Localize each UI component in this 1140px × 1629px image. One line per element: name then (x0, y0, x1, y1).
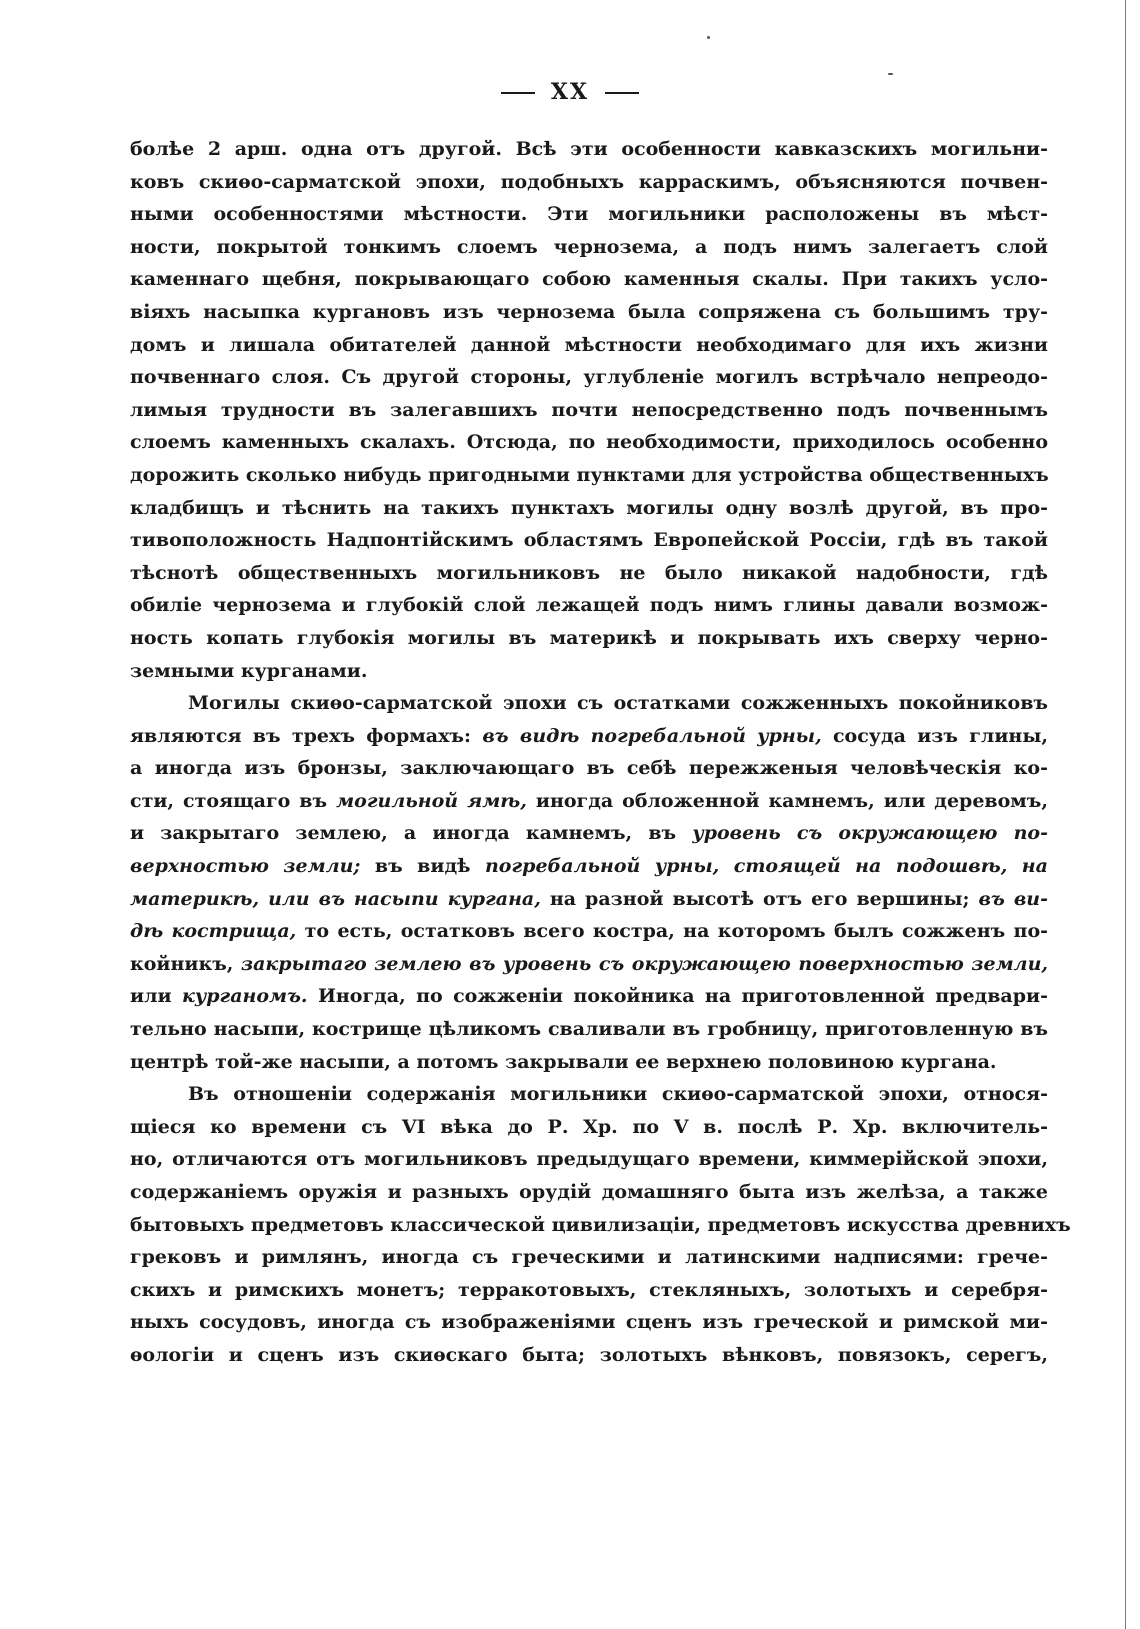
paragraph (130, 687, 1048, 1078)
text-line (130, 394, 1048, 427)
text-segment: иногда обложенной камнемъ, или деревомъ, (526, 789, 1048, 812)
text-segment: ѳологіи и сценъ изъ скиѳскаго быта; золотыхъ вѣнковъ, повязокъ, серегъ, (130, 1343, 1048, 1366)
text-segment: на разной высотѣ отъ его вершины; (540, 887, 979, 910)
text-segment: щіеся ко времени съ VI вѣка до Р. Хр. по V в. послѣ Р. Хр. включитель- (130, 1115, 1048, 1138)
text-segment: тѣснотѣ общественныхъ могильниковъ не было никакой надобности, гдѣ (130, 561, 1048, 584)
text-line (130, 850, 1048, 883)
text-line (130, 655, 1048, 688)
text-segment: скихъ и римскихъ монетъ; терракотовыхъ, стекляныхъ, золотыхъ и серебря- (130, 1278, 1048, 1301)
italic-text: погребальной урны, стоящей на подошвѣ, на (484, 855, 1048, 878)
text-line (130, 524, 1048, 557)
text-line (130, 1274, 1048, 1307)
text-segment: болѣе 2 арш. одна отъ другой. Всѣ эти особенности кавказскихъ могильни- (130, 138, 1048, 160)
text-line (130, 1339, 1048, 1372)
text-line (130, 687, 1048, 720)
text-line (130, 426, 1048, 459)
text-segment: и закрытаго землею, а иногда камнемъ, въ (130, 822, 693, 845)
italic-text: курганомъ. (182, 985, 308, 1008)
text-segment: но, отличаются отъ могильниковъ предыдущаго времени, киммерійской эпохи, (130, 1148, 1048, 1171)
text-segment: ности, покрытой тонкимъ слоемъ чернозема, а подъ нимъ залегаетъ слой (130, 235, 1048, 258)
page-header (0, 79, 1140, 105)
text-segment: бытовыхъ предметовъ классической цивилизаціи, предметовъ искусства древнихъ (130, 1213, 1071, 1236)
text-line (130, 948, 1048, 981)
text-segment: каменнаго щебня, покрывающаго собою каменныя скалы. При такихъ усло- (130, 268, 1048, 291)
text-segment: грековъ и римлянъ, иногда съ греческими и латинскими надписями: грече- (130, 1246, 1048, 1269)
text-segment: въ видѣ (360, 855, 485, 878)
text-segment: Могилы скиѳо-сарматской эпохи съ остатками сожженныхъ покойниковъ (188, 692, 1048, 715)
text-line (130, 1046, 1048, 1079)
text-segment: Иногда, по сожженіи покойника на приготовленной предвари- (307, 985, 1048, 1008)
text-line (130, 1111, 1048, 1144)
text-segment: віяхъ насыпка кургановъ изъ чернозема была сопряжена съ большимъ тру- (130, 300, 1048, 323)
header-dash-right (605, 92, 639, 94)
print-speck (707, 36, 710, 39)
text-line (130, 589, 1048, 622)
text-segment: то есть, остатковъ всего костра, на которомъ былъ сожженъ по- (296, 920, 1048, 943)
text-segment: обиліе чернозема и глубокій слой лежащей подъ нимъ глины давали возмож- (130, 594, 1048, 617)
text-line (130, 980, 1048, 1013)
text-segment: домъ и лишала обитателей данной мѣстности необходимаго для ихъ жизни (130, 333, 1048, 356)
italic-text: верхностью земли; (130, 855, 361, 878)
print-speck (888, 73, 893, 75)
text-line (130, 361, 1048, 394)
text-line (130, 785, 1048, 818)
text-segment: тивоположность Надпонтійскимъ областямъ Европейской Россіи, гдѣ въ такой (130, 529, 1048, 552)
text-segment: почвеннаго слоя. Съ другой стороны, углубленіе могилъ встрѣчало непреодо- (130, 366, 1048, 389)
text-segment: сти, стоящаго въ (130, 789, 337, 812)
header-dash-left (501, 92, 535, 94)
text-line (130, 263, 1048, 296)
text-segment: слоемъ каменныхъ скалахъ. Отсюда, по необходимости, приходилось особенно (130, 431, 1048, 454)
paragraph (130, 133, 1048, 687)
text-line (130, 1143, 1048, 1176)
text-line (130, 752, 1048, 785)
text-segment: или (130, 985, 182, 1008)
text-segment: центрѣ той-же насыпи, а потомъ закрывали ее верхнею половиною кургана. (130, 1050, 997, 1073)
text-segment: земными курганами. (130, 659, 368, 682)
text-segment: кладбищъ и тѣснить на такихъ пунктахъ могилы одну возлѣ другой, въ про- (130, 496, 1048, 519)
text-segment: сосуда изъ глины, (821, 724, 1048, 747)
paragraph (130, 1078, 1071, 1371)
text-segment: лимыя трудности въ залегавшихъ почти непосредственно подъ почвеннымъ (130, 398, 1048, 421)
text-line (130, 329, 1048, 362)
text-line (130, 1209, 1071, 1242)
text-line (130, 622, 1048, 655)
text-line (130, 459, 1048, 492)
text-line (130, 166, 1048, 199)
text-line (130, 817, 1048, 850)
text-line (130, 133, 1048, 166)
text-segment: Въ отношеніи содержанія могильники скиѳо-сарматской эпохи, относя- (188, 1083, 1048, 1106)
text-segment: содержаніемъ оружія и разныхъ орудій домашняго быта изъ желѣза, а также (130, 1181, 1048, 1203)
text-line (130, 1306, 1048, 1339)
text-segment: а иногда изъ бронзы, заключающаго въ себѣ пережженыя человѣческія ко- (130, 757, 1048, 780)
text-line (130, 231, 1048, 264)
text-segment: являются въ трехъ формахъ: (130, 724, 483, 747)
italic-text: въ видѣ погребальной урны, (482, 724, 822, 747)
text-segment: дорожить сколько нибудь пригодными пунктами для устройства общественныхъ (130, 463, 1049, 486)
text-segment: тельно насыпи, кострище цѣликомъ сваливали въ гробницу, приготовленную въ (130, 1018, 1048, 1041)
text-line (130, 1176, 1048, 1209)
italic-text: могильной ямѣ, (336, 789, 527, 812)
italic-text: материкѣ, или въ насыпи кургана, (130, 887, 541, 910)
text-segment: койникъ, (130, 952, 241, 975)
italic-text: дѣ кострища, (130, 920, 297, 943)
page-edge-rule (1125, 0, 1126, 1629)
text-line (130, 492, 1048, 525)
text-line (130, 198, 1048, 231)
page-number: XX (550, 79, 590, 105)
text-line (130, 720, 1048, 753)
text-line (130, 557, 1048, 590)
text-segment: ность копать глубокія могилы въ материкѣ и покрывать ихъ сверху черно- (130, 626, 1048, 649)
text-segment: ными особенностями мѣстности. Эти могильники расположены въ мѣст- (130, 203, 1048, 226)
text-segment: ковъ скиѳо-сарматской эпохи, подобныхъ карраскимъ, объясняются почвен- (130, 170, 1048, 193)
text-line (130, 1241, 1048, 1274)
text-segment: ныхъ сосудовъ, иногда съ изображеніями сценъ изъ греческой и римской ми- (130, 1311, 1048, 1334)
italic-text: въ ви- (978, 887, 1048, 910)
italic-text: уровень съ окружающею по- (692, 822, 1048, 845)
text-line (130, 1078, 1048, 1111)
text-line (130, 296, 1048, 329)
italic-text: закрытаго землею въ уровень съ окружающею поверхностью земли, (240, 952, 1048, 975)
text-line (130, 883, 1048, 916)
text-line (130, 1013, 1048, 1046)
text-line (130, 915, 1048, 948)
body-text (130, 133, 1071, 1372)
